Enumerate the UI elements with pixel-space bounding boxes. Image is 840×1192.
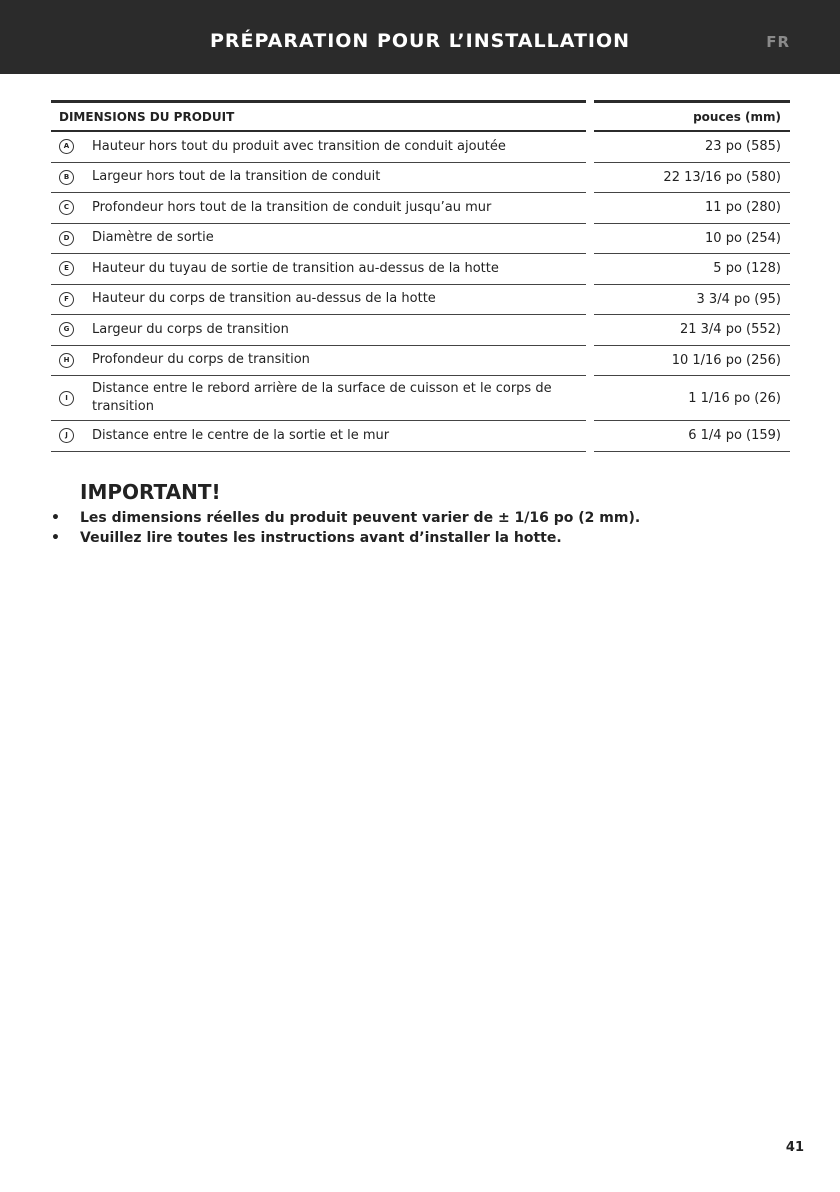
table-row	[51, 376, 790, 421]
row-value: 21 3/4 po (552)	[679, 322, 781, 338]
important-notice	[51, 480, 791, 548]
letter-badge: H	[59, 353, 74, 368]
list-item	[51, 528, 791, 548]
row-description: Distance entre le rebord arrière de la surface de cuisson et le corps de transition	[92, 381, 552, 414]
row-value: 10 po (254)	[705, 230, 781, 246]
row-value: 3 3/4 po (95)	[696, 291, 781, 307]
row-description: Diamètre de sortie	[92, 230, 214, 246]
letter-badge: F	[59, 292, 74, 307]
bullet-icon: •	[51, 530, 60, 546]
row-description: Largeur du corps de transition	[92, 321, 289, 337]
table-row	[51, 193, 790, 224]
letter-badge: E	[59, 261, 74, 276]
unit-heading: pouces (mm)	[693, 109, 781, 124]
page-header	[0, 0, 840, 74]
row-value: 11 po (280)	[705, 200, 781, 216]
table-row	[51, 163, 790, 194]
row-description: Hauteur hors tout du produit avec transition de conduit ajoutée	[92, 138, 506, 154]
row-value: 5 po (128)	[713, 261, 781, 277]
table-row	[51, 421, 790, 452]
row-value: 10 1/16 po (256)	[671, 352, 781, 368]
row-description: Largeur hors tout de la transition de conduit	[92, 169, 381, 185]
row-value: 22 13/16 po (580)	[663, 169, 781, 185]
row-description: Profondeur du corps de transition	[92, 352, 310, 368]
table-row	[51, 254, 790, 285]
dimensions-table	[51, 100, 790, 452]
table-row	[51, 285, 790, 316]
row-description: Distance entre le centre de la sortie et le mur	[92, 427, 390, 443]
table-row	[51, 315, 790, 346]
important-title: IMPORTANT!	[80, 480, 221, 504]
bullet-text: Les dimensions réelles du produit peuvent varier de ± 1/16 po (2 mm).	[80, 510, 641, 526]
row-description: Hauteur du tuyau de sortie de transition au-dessus de la hotte	[92, 260, 499, 276]
row-value: 23 po (585)	[705, 139, 781, 155]
table-heading: DIMENSIONS DU PRODUIT	[59, 109, 235, 124]
letter-badge: G	[59, 322, 74, 337]
table-header-row	[51, 100, 790, 132]
letter-badge: C	[59, 200, 74, 215]
letter-badge: I	[59, 391, 74, 406]
table-row	[51, 224, 790, 255]
letter-badge: D	[59, 231, 74, 246]
letter-badge: A	[59, 139, 74, 154]
row-value: 6 1/4 po (159)	[688, 428, 781, 444]
page-title: PRÉPARATION POUR L’INSTALLATION	[209, 30, 631, 52]
list-item	[51, 508, 791, 528]
row-description: Profondeur hors tout de la transition de conduit jusqu’au mur	[92, 199, 492, 215]
table-row	[51, 346, 790, 377]
language-label: FR	[766, 33, 790, 51]
bullet-text: Veuillez lire toutes les instructions avant d’installer la hotte.	[80, 530, 562, 546]
letter-badge: B	[59, 170, 74, 185]
page-number: 41	[785, 1140, 804, 1155]
row-description: Hauteur du corps de transition au-dessus de la hotte	[92, 291, 436, 307]
bullet-icon: •	[51, 510, 60, 526]
table-row	[51, 132, 790, 163]
row-value: 1 1/16 po (26)	[688, 390, 781, 406]
letter-badge: J	[59, 428, 74, 443]
